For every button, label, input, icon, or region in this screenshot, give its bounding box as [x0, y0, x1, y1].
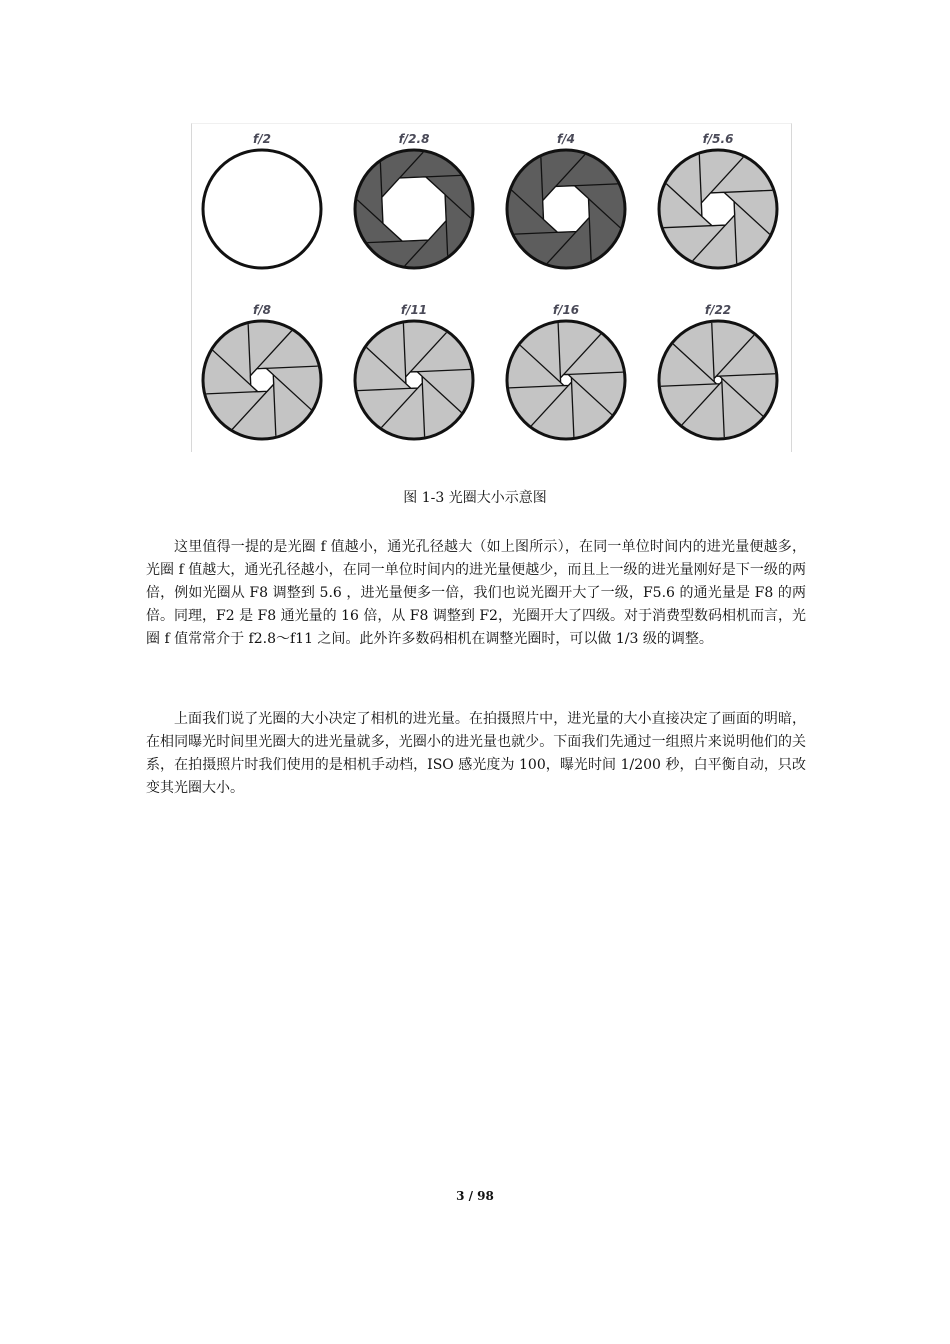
- aperture-label: f/5.6: [702, 132, 734, 146]
- aperture-label: f/8: [253, 303, 271, 317]
- body-paragraph-1: 这里值得一提的是光圈 f 值越小，通光孔径越大（如上图所示），在同一单位时间内的进光量便越多，光圈 f 值越大，通光孔径越小，在同一单位时间内的进光量便越少，而且上一级的进光量刚好是下一级的两倍，例如光圈从 F8 调整到 5.6 ，进光量便多一倍，我们也说光圈开大了一级，F5.6 的通光量是 F8 的两倍。同理，F2 是 F8 通光量的 16 倍，从 F8 调整到 F2，光圈开大了四级。对于消费型数码相机而言，光圈 f 值常常介于 f2.8～f11 之间。此外许多数码相机在调整光圈时，可以做 1/3 级的调整。: [146, 539, 806, 647]
- aperture-diagram: [200, 147, 324, 271]
- aperture-opening: [406, 372, 423, 389]
- aperture-label: f/11: [400, 303, 428, 317]
- aperture-diagram: [656, 318, 780, 442]
- aperture-f8: [187, 302, 337, 442]
- aperture-diagram: [504, 147, 628, 271]
- page-number: 3 / 98: [456, 1189, 494, 1203]
- aperture-diagram: [200, 318, 324, 442]
- aperture-f5-6: [643, 131, 793, 271]
- aperture-label: f/2: [253, 132, 271, 146]
- aperture-figure: [191, 123, 792, 452]
- figure-caption: 图 1-3 光圈大小示意图: [403, 490, 547, 506]
- body-paragraph-2: 上面我们说了光圈的大小决定了相机的进光量。在拍摄照片中，进光量的大小直接决定了画面的明暗，在相同曝光时间里光圈大的进光量就多，光圈小的进光量也就少。下面我们先通过一组照片来说明他们的关系，在拍摄照片时我们使用的是相机手动档，ISO 感光度为 100，曝光时间 1/200 秒，白平衡自动，只改变其光圈大小。: [146, 711, 806, 796]
- aperture-f2: [187, 131, 337, 271]
- aperture-ring: [203, 150, 321, 268]
- aperture-label: f/16: [552, 303, 580, 317]
- aperture-f4: [491, 131, 641, 271]
- aperture-opening: [701, 192, 734, 225]
- aperture-diagram: [656, 147, 780, 271]
- aperture-diagram: [352, 318, 476, 442]
- aperture-opening: [543, 186, 590, 233]
- aperture-label: f/22: [704, 303, 732, 317]
- aperture-opening: [714, 376, 722, 384]
- aperture-opening: [560, 374, 571, 385]
- aperture-label: f/2.8: [398, 132, 430, 146]
- aperture-f16: [491, 302, 641, 442]
- aperture-diagram: [352, 147, 476, 271]
- aperture-diagram: [504, 318, 628, 442]
- aperture-opening: [250, 368, 273, 391]
- aperture-f11: [339, 302, 489, 442]
- aperture-opening: [382, 177, 446, 241]
- aperture-f22: [643, 302, 793, 442]
- aperture-f2-8: [339, 131, 489, 271]
- aperture-label: f/4: [557, 132, 575, 146]
